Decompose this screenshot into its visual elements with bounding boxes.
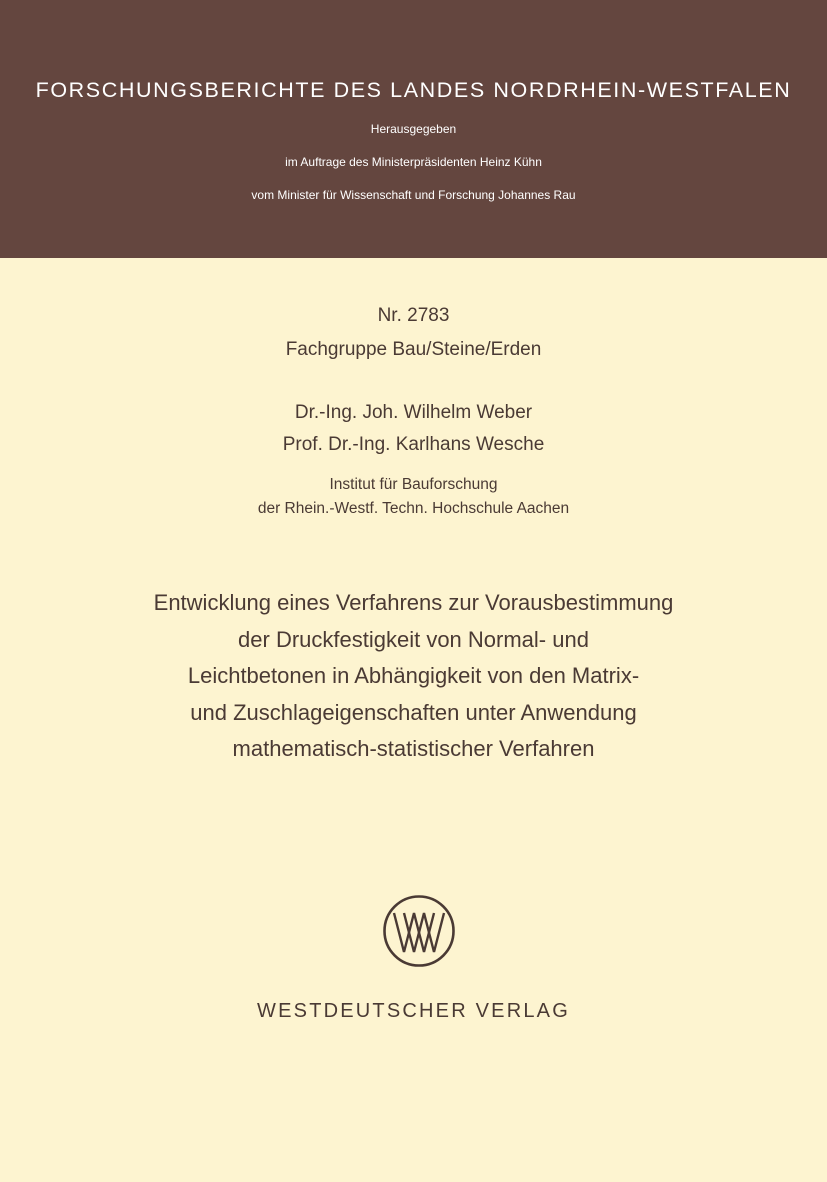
title-line: mathematisch-statistischer Verfahren: [232, 736, 595, 761]
series-title: FORSCHUNGSBERICHTE DES LANDES NORDRHEIN-WESTFALEN: [35, 78, 792, 102]
report-number: Nr. 2783: [377, 305, 450, 326]
title-line: und Zuschlageigenschaften unter Anwendung: [190, 699, 637, 725]
institute-line-1: Institut für Bauforschung: [329, 476, 498, 493]
title-line: der Druckfestigkeit von Normal- und: [238, 626, 589, 652]
author-2: Prof. Dr.-Ing. Karlhans Wesche: [282, 434, 545, 455]
report-title: [0, 585, 827, 768]
title-line: Leichtbetonen in Abhängigkeit von den Matrix-: [187, 663, 640, 688]
author-1: Dr.-Ing. Joh. Wilhelm Weber: [294, 402, 533, 423]
publisher-name: WESTDEUTSCHER VERLAG: [257, 1000, 570, 1022]
institute-line-2: der Rhein.-Westf. Techn. Hochschule Aachen: [257, 500, 570, 517]
commission-line: im Auftrage des Ministerpräsidenten Heinz Kühn: [285, 155, 542, 169]
title-line: Entwicklung eines Verfahrens zur Vorausbestimmung: [153, 590, 674, 615]
header-band: [0, 0, 827, 258]
subject-group: Fachgruppe Bau/Steine/Erden: [285, 339, 542, 360]
ww-circle-logo-icon: [382, 894, 456, 968]
editor-line: Herausgegeben: [370, 122, 457, 136]
minister-line: vom Minister für Wissenschaft und Forschung Johannes Rau: [251, 188, 576, 202]
